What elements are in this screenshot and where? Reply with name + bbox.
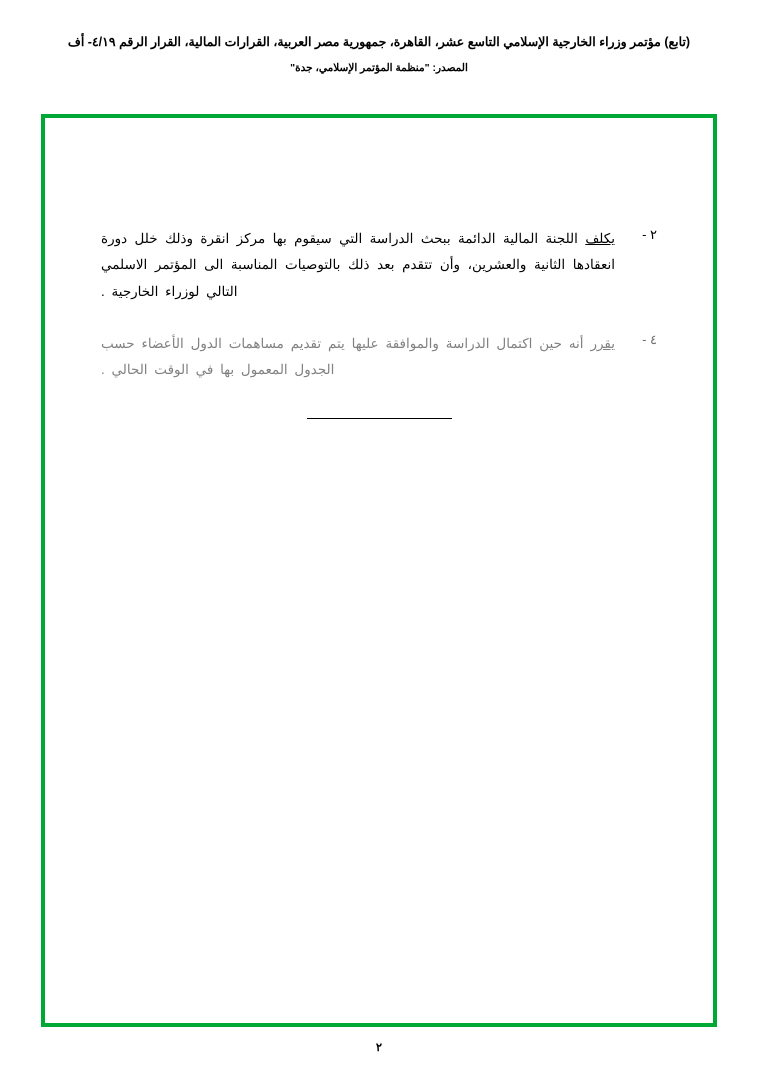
page-header: [0, 34, 758, 74]
section-divider: [101, 410, 657, 428]
clause-number: ٤ -: [642, 331, 657, 347]
clause-body-text: اللجنة المالية الدائمة ببحث الدراسة التي سيقوم بها مركز انقرة وذلك خلل دورة انعقادها الثانية والعشرين، وأن تتقدم بعد ذلك بالتوصيات المناسبة الى المؤتمر الاسلمي التالي لوزراء الخارجية .: [101, 231, 615, 299]
clause-lead-word: يقرر: [590, 335, 615, 351]
clause-text: [101, 226, 615, 305]
clause-item: [101, 331, 657, 384]
clause-item: [101, 226, 657, 305]
clause-lead-word: يكلف: [585, 231, 615, 246]
clause-text: [101, 331, 615, 384]
horizontal-rule: [307, 418, 452, 419]
header-source-line: المصدر: "منظمة المؤتمر الإسلامي، جدة": [290, 61, 468, 74]
clause-number: ٢ -: [642, 227, 657, 242]
header-title-line: (تابع) مؤتمر وزراء الخارجية الإسلامي التاسع عشر، القاهرة، جمهورية مصر العربية، القرارات المالية، القرار الرقم ٤/١٩- أف: [67, 35, 691, 49]
clause-body-text: أنه حين اكتمال الدراسة والموافقة عليها يتم تقديم مساهمات الدول الأعضاء حسب الجدول المعمول بها في الوقت الحالي .: [101, 335, 591, 378]
document-body: [101, 226, 657, 428]
page-footer: [0, 1040, 758, 1054]
page-number: ٢: [375, 1042, 383, 1054]
green-content-frame: [41, 114, 717, 1027]
